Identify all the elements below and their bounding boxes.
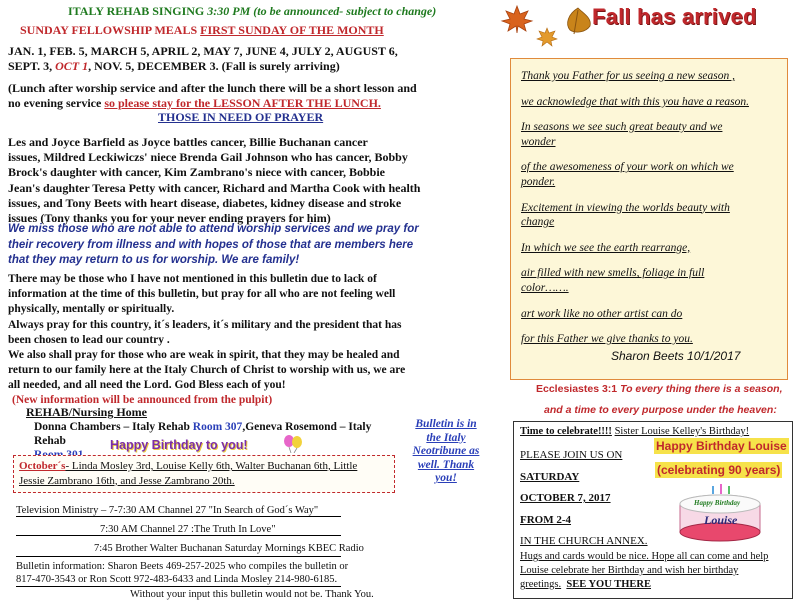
general-line: information at the time of this bulletin, but pray for all who are not feeling well xyxy=(8,288,396,301)
event-line: FROM 2-4 xyxy=(520,513,572,526)
poem-box xyxy=(510,58,788,380)
divider xyxy=(16,556,341,557)
event-line: PLEASE JOIN US ON xyxy=(520,449,623,461)
fall-title: Fall has arrived xyxy=(592,4,757,29)
singing-time: 3:30 PM (to be announced- subject to change) xyxy=(207,4,437,18)
neotribune-line: Bulletin is in xyxy=(415,418,477,430)
birthday-banner: Happy Birthday to you! xyxy=(110,438,248,452)
hugs-text: greetings. xyxy=(520,579,562,590)
poem-line: wonder xyxy=(521,135,556,148)
divider xyxy=(16,535,341,536)
poem-line: In seasons we see such great beauty and we xyxy=(521,121,723,134)
autumn-leaf-icon xyxy=(562,6,594,36)
meals-schedule: FIRST SUNDAY OF THE MONTH xyxy=(200,23,384,37)
oct-date: OCT 1 xyxy=(55,59,89,74)
prayer-line: Jean's daughter Teresa Petty with cancer, Richard and Martha Cook with health xyxy=(8,180,421,195)
poem-line: change xyxy=(521,216,555,229)
neotribune-line: the Italy xyxy=(426,431,466,444)
general-line: return to our family here at the Italy Church of Christ to worship with us, we are xyxy=(8,364,406,377)
singing-title: ITALY REHAB SINGING xyxy=(68,4,205,18)
october-birthdays-box xyxy=(13,455,395,493)
dates-text: SEPT. 3, xyxy=(8,59,53,74)
hugs-note xyxy=(520,550,790,592)
divider xyxy=(16,586,341,587)
rehab-room: Room 307 xyxy=(192,421,243,433)
new-info-note: (New information will be announced from the pulpit) xyxy=(12,394,273,406)
meal-dates xyxy=(8,44,488,74)
poem-line: Thank you Father for us seeing a new season , xyxy=(521,70,736,82)
cake-name: Louise xyxy=(704,513,738,527)
hugs-line: Hugs and cards would be nice. Hope all can come and help xyxy=(520,551,769,562)
rehab-text: Donna Chambers – Italy Rehab xyxy=(34,421,190,433)
dates-line xyxy=(8,59,488,74)
bulletin-info-line: 817-470-3543 or Ron Scott 972-483-6433 and Linda Mosley 214-980-6185. xyxy=(16,574,338,585)
poem xyxy=(521,69,783,347)
see-you-there: SEE YOU THERE xyxy=(566,579,651,590)
october-birthdays xyxy=(14,456,394,491)
poem-line: color……. xyxy=(521,281,569,294)
celebrate-label: Time to celebrate!!!! xyxy=(520,426,612,437)
celebrate-text: Sister Louise Kelley's Birthday! xyxy=(614,426,750,437)
general-line: all needed, and all need the Lord. God Bless each of you! xyxy=(8,379,286,392)
celebration-box xyxy=(513,421,793,599)
miss-line: We miss those who are not able to attend worship services and we pray for xyxy=(8,223,419,235)
neotribune-note xyxy=(400,418,492,486)
poem-line: we acknowledge that with this you have a reason. xyxy=(521,95,749,108)
miss-note xyxy=(8,222,488,269)
celebrate-line xyxy=(520,426,749,437)
lunch-line: (Lunch after worship service and after the lunch there will be a short lesson and xyxy=(8,81,417,95)
need-prayer-heading: THOSE IN NEED OF PRAYER xyxy=(158,110,324,124)
poem-line: ponder. xyxy=(521,175,556,188)
general-line: There may be those who I have not mentioned in this bulletin due to lack of xyxy=(8,273,377,285)
lunch-note xyxy=(8,81,488,111)
prayer-line: issues (Tony thanks you for your never ending prayers for him) xyxy=(8,211,331,226)
tv-line: 7:30 AM Channel 27 :The Truth In Love" xyxy=(100,524,276,535)
poem-line: In which we see the earth rearrange, xyxy=(521,241,691,254)
birthday-names: - Linda Mosley 3rd, Louise Kelly 6th, Walter Buchanan 6th, Little xyxy=(65,460,358,472)
poem-line: of the awesomeness of your work on which we xyxy=(521,161,734,174)
prayer-line: Les and Joyce Barfield as Joyce battles cancer, Billie Buchanan cancer xyxy=(8,135,368,149)
event-line: OCTOBER 7, 2017 xyxy=(520,492,611,504)
tv-line: 7:45 Brother Walter Buchanan Saturday Mornings KBEC Radio xyxy=(94,543,364,554)
lunch-stay: so please stay for the LESSON AFTER THE LUNCH. xyxy=(104,96,381,111)
prayer-list xyxy=(8,135,488,226)
prayer-line: Brock's daughter with cancer, Kim Zambrano's niece with cancer, Bobbie xyxy=(8,165,386,180)
thanks-note: Without your input this bulletin would not be. Thank You. xyxy=(130,589,374,600)
tv-line: Television Ministry – 7-7:30 AM Channel 27 "In Search of God´s Way" xyxy=(16,505,319,516)
bulletin-info-line: Bulletin information: Sharon Beets 469-257-2025 who compiles the bulletin or xyxy=(16,561,349,572)
miss-line: their recovery from illness and with hopes of those that are members here xyxy=(8,238,414,251)
general-line: We also shall pray for those who are weak in spirit, that they may be healed and xyxy=(8,349,400,362)
rehab-text: ,Geneva Rosemond – Italy Rehab xyxy=(34,421,372,447)
maple-leaf-icon xyxy=(500,4,534,34)
general-prayer xyxy=(8,272,493,394)
prayer-line: issues, Mildred Leckiwiczs' niece Brenda Gail Johnson who has cancer, Bobby xyxy=(8,150,408,165)
birthday-names: Jessie Zambrano 16th, and Jesse Zambrano 20th. xyxy=(19,474,235,487)
poem-line: for this Father we give thanks to you. xyxy=(521,333,693,346)
celebrating-years: (celebrating 90 years) xyxy=(657,463,781,477)
event-line: IN THE CHURCH ANNEX. xyxy=(520,535,648,547)
general-line: Always pray for this country, it´s leaders, it´s military and the president that has xyxy=(8,318,402,331)
poem-author: Sharon Beets 10/1/2017 xyxy=(611,349,741,363)
poem-line: art work like no other artist can do xyxy=(521,307,683,320)
happy-birthday-louise: Happy Birthday Louise xyxy=(656,439,787,453)
hugs-line: Louise celebrate her Birthday and wish her birthday xyxy=(520,565,739,576)
general-line: been chosen to lead our country . xyxy=(8,333,170,346)
ecclesiastes-line1 xyxy=(536,383,783,395)
lunch-text: no evening service xyxy=(8,96,102,111)
general-line: physically, mentally or spiritually. xyxy=(8,303,175,316)
birthday-month: October´s xyxy=(19,460,66,472)
prayer-line: issues, and Tony Beets with heart disease, diabetes, kidney disease and stroke xyxy=(8,195,402,210)
neotribune-line: you! xyxy=(435,472,457,485)
rehab-title: REHAB/Nursing Home xyxy=(26,405,148,419)
divider xyxy=(16,516,341,517)
poem-line: Excitement in viewing the worlds beauty with xyxy=(521,201,730,214)
singing-line xyxy=(68,4,436,19)
neotribune-line: well. Thank xyxy=(417,458,475,471)
hugs-line xyxy=(520,578,790,592)
dates-text: , NOV. 5, DECEMBER 3. (Fall is surely arriving) xyxy=(88,59,340,74)
poem-line: air filled with new smells, foliage in full xyxy=(521,267,705,280)
scripture-text: and a time to every purpose under the heaven: xyxy=(544,404,777,416)
event-line: SATURDAY xyxy=(520,470,580,483)
small-leaf-icon xyxy=(536,26,558,48)
dates-line: JAN. 1, FEB. 5, MARCH 5, APRIL 2, MAY 7, JUNE 4, JULY 2, AUGUST 6, xyxy=(8,44,398,58)
event-details xyxy=(520,445,648,553)
meals-label: SUNDAY FELLOWSHIP MEALS xyxy=(20,23,198,37)
balloons-icon xyxy=(282,433,304,453)
scripture-ref: Ecclesiastes 3:1 xyxy=(536,383,618,395)
cake-text: Happy Birthday xyxy=(694,499,741,507)
neotribune-line: Neotribune as xyxy=(412,445,480,458)
bulletin-info xyxy=(16,560,396,586)
meals-line xyxy=(20,23,384,38)
scripture-text: To every thing there is a season, xyxy=(620,383,783,395)
miss-line: that they may return to us for worship. We are family! xyxy=(8,254,300,266)
